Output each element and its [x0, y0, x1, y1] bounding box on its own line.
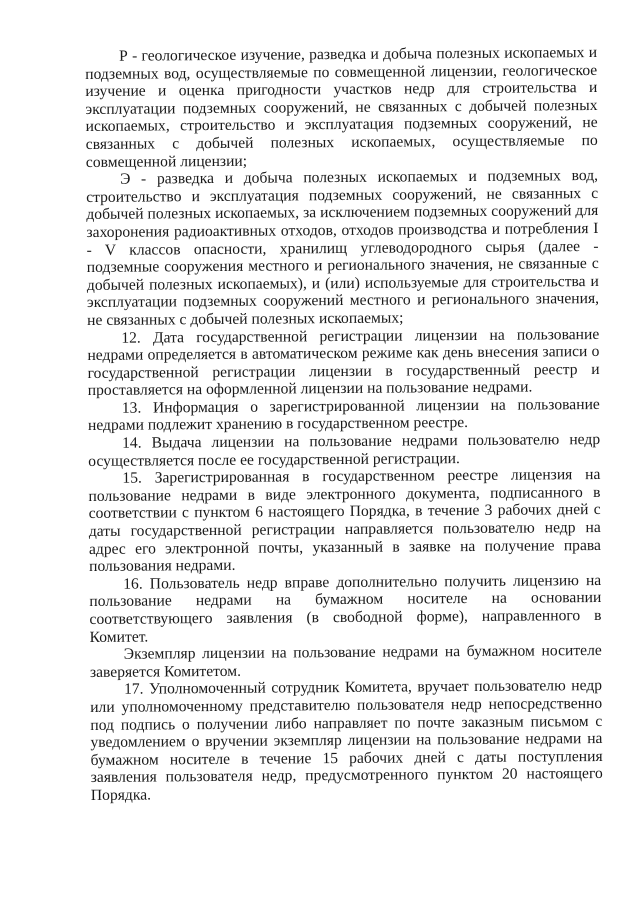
document-page [85, 44, 603, 805]
paragraph-license-type-r: Р - геологическое изучение, разведка и добыча полезных ископаемых и подземных вод, осуществляемые по совмещенной лицензии, геологическое изучение и оценка пригодности участков недр для строительства и эксплуатации подземных сооружений, не связанных с добычей полезных ископаемых, строительство и эксплуатация подземных сооружений, не связанных с добычей полезных ископаемых, осуществляемые по совмещенной лицензии; [85, 43, 598, 171]
paragraph-certified-copy: Экземпляр лицензии на пользование недрами на бумажном носителе заверяется Комитетом. [89, 642, 602, 681]
paragraph-license-type-e: Э - разведка и добыча полезных ископаемых и подземных вод, строительство и эксплуатация подземных сооружений, не связанных с добычей полезных ископаемых, за исключением подземных сооружений для захоронения радиоактивных отходов, отходов производства и потребления I - V классов опасности, хранилищ углеводородного сырья (далее - подземные сооружения местного и регионального значения, не связанные с добычей полезных ископаемых), и (или) используемые для строительства и эксплуатации подземных сооружений местного и регионального значения, не связанных с добычей полезных ископаемых; [86, 167, 600, 329]
paragraph-item-14: 14. Выдача лицензии на пользование недрами пользователю недр осуществляется после ее государственной регистрации. [88, 431, 601, 470]
paragraph-item-16: 16. Пользователь недр вправе дополнительно получить лицензию на пользование недрами на бумажном носителе на основании соответствующего заявления (в свободной форме), направленного в Комитет. [89, 571, 602, 646]
paragraph-item-12: 12. Дата государственной регистрации лицензии на пользование недрами определяется в автоматическом режиме как день внесения записи о государственной регистрации лицензии в государственный реестр и проставляется на оформленной лицензии на пользование недрами. [87, 325, 600, 400]
paragraph-item-15: 15. Зарегистрированная в государственном реестре лицензия на пользование недрами в виде электронного документа, подписанного в соответствии с пунктом 6 настоящего Порядка, в течение 3 рабочих дней с даты государственной регистрации направляется пользователю недр на адрес его электронной почты, указанный в заявке на получение права пользования недрами. [88, 466, 601, 576]
paragraph-item-17: 17. Уполномоченный сотрудник Комитета, вручает пользователю недр или уполномоченному представителю пользователя недр непосредственно под подпись о получении либо направляет по почте заказным письмом с уведомлением о вручении экземпляр лицензии на пользование недрами на бумажном носителе в течение 15 рабочих дней с даты поступления заявления пользователя недр, предусмотренного пунктом 20 настоящего Порядка. [90, 677, 603, 804]
paragraph-item-13: 13. Информация о зарегистрированной лицензии на пользование недрами подлежит хранению в государственном реестре. [87, 395, 600, 435]
